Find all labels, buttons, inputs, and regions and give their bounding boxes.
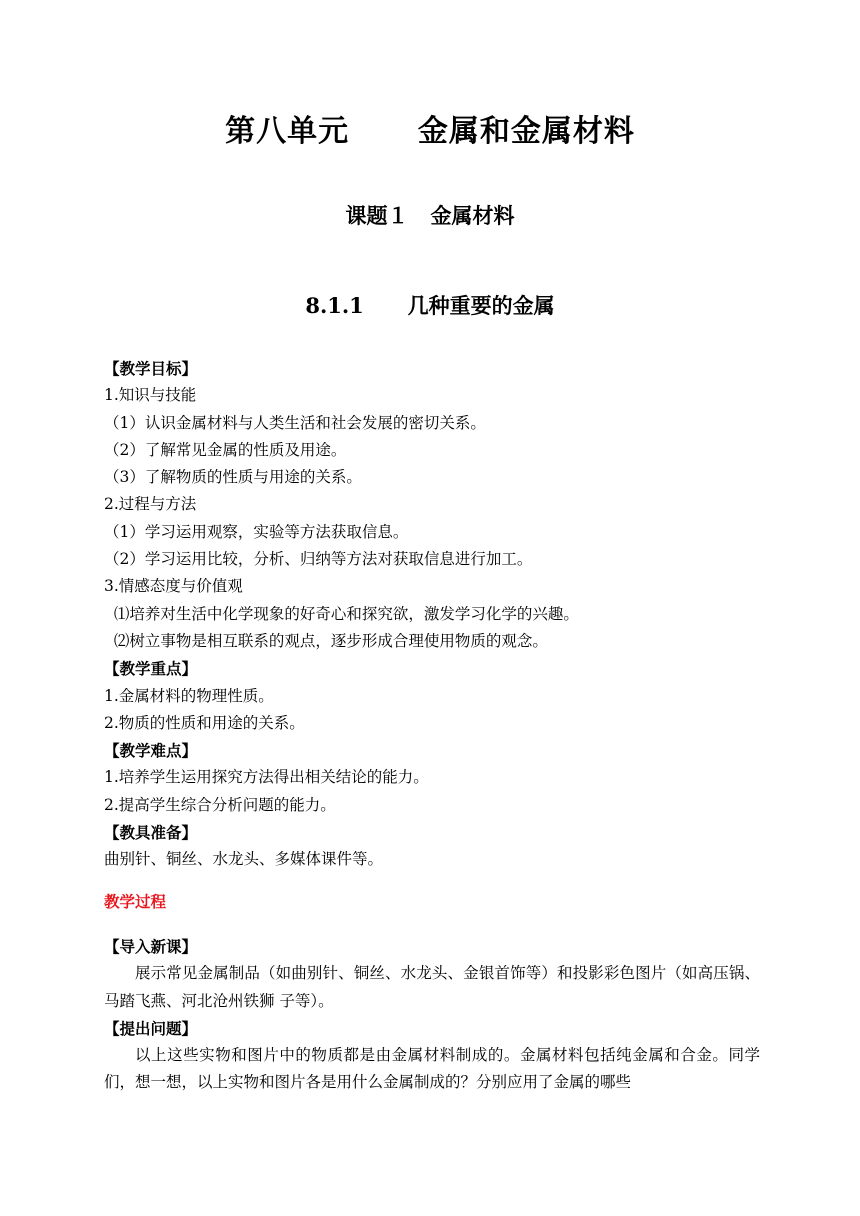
- intro-paragraph: 展示常见金属制品（如曲别针、铜丝、水龙头、金银首饰等）和投影彩色图片（如高压锅、马踏飞燕、河北沧州铁狮 子等）。: [104, 964, 760, 1010]
- document-body: [104, 355, 760, 1097]
- emotion-item: ⑴培养对生活中化学现象的好奇心和探究欲，激发学习化学的兴趣。: [104, 604, 579, 623]
- process-method-item: （2）学习运用比较，分析、归纳等方法对获取信息进行加工。: [104, 550, 533, 569]
- process-method-heading: 2.过程与方法: [104, 495, 197, 514]
- unit-title: 第八单元 金属和金属材料: [225, 114, 635, 149]
- key-point-item: 2.物质的性质和用途的关系。: [104, 713, 305, 732]
- process-heading: 教学过程: [104, 891, 167, 911]
- knowledge-item: （2）了解常见金属的性质及用途。: [104, 440, 347, 459]
- knowledge-heading: 1.知识与技能: [104, 386, 197, 405]
- difficulty-item: 2.提高学生综合分析问题的能力。: [104, 795, 336, 814]
- key-points-heading: 【教学重点】: [104, 659, 198, 679]
- materials-text: 曲别针、铜丝、水龙头、多媒体课件等。: [104, 850, 384, 869]
- difficulty-item: 1.培养学生运用探究方法得出相关结论的能力。: [104, 768, 429, 787]
- objectives-heading: 【教学目标】: [104, 359, 198, 378]
- materials-heading: 【教具准备】: [104, 823, 198, 843]
- section-title: 8.1.1 几种重要的金属: [305, 293, 555, 318]
- emotion-item: ⑵树立事物是相互联系的观点，逐步形成合理使用物质的观念。: [104, 631, 548, 650]
- process-method-item: （1）学习运用观察，实验等方法获取信息。: [104, 522, 409, 541]
- knowledge-item: （1）认识金属材料与人类生活和社会发展的密切关系。: [104, 413, 486, 432]
- difficulties-heading: 【教学难点】: [104, 741, 198, 761]
- key-point-item: 1.金属材料的物理性质。: [104, 686, 274, 705]
- knowledge-item: （3）了解物质的性质与用途的关系。: [104, 468, 362, 487]
- emotion-heading: 3.情感态度与价值观: [104, 577, 243, 596]
- lesson-title: 课题１ 金属材料: [345, 203, 515, 228]
- intro-heading: 【导入新课】: [104, 936, 198, 956]
- question-paragraph: 以上这些实物和图片中的物质都是由金属材料制成的。金属材料包括纯金属和合金。同学们，想一想，以上实物和图片各是用什么金属制成的？分别应用了金属的哪些: [104, 1046, 760, 1092]
- question-heading: 【提出问题】: [104, 1018, 198, 1038]
